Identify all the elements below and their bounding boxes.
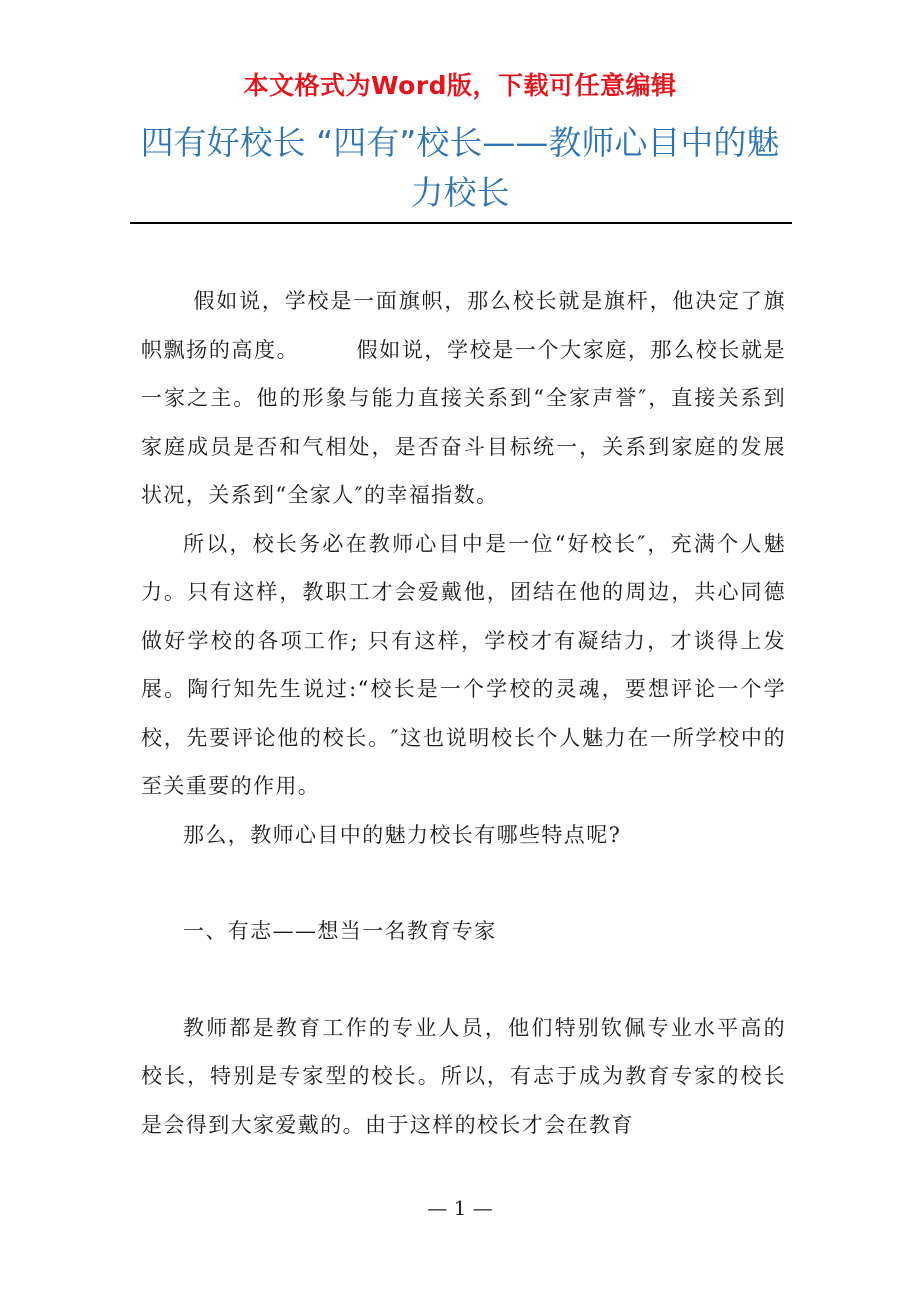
title-underline-divider: [130, 222, 792, 224]
document-body: [141, 277, 786, 1149]
page-number-footer: — 1 —: [427, 1196, 493, 1220]
section-1-paragraph: 教师都是教育工作的专业人员，他们特别钦佩专业水平高的校长，特别是专家型的校长。所以，有志于成为教育专家的校长是会得到大家爱戴的。由于这样的校长才会在教育: [141, 1015, 786, 1137]
body-paragraph-2: 所以，校长务必在教师心目中是一位“好校长″，充满个人魅力。只有这样，教职工才会爱戴他，团结在他的周边，共心同德做好学校的各项工作; 只有这样，学校才有凝结力，才谈得上发展。陶行知先生说过:“校长是一个学校的灵魂，要想评论一个学校，先要评论他的校长。″这也说明校长个人魅力在一所学校中的至关重要的作用。: [141, 531, 786, 798]
body-paragraph-1: 假如说，学校是一面旗帜，那么校长就是旗杆，他决定了旗帜飘扬的高度。 假如说，学校是一个大家庭，那么校长就是一家之主。他的形象与能力直接关系到“全家声誉″，直接关系到家庭成员是否和气相处，是否奋斗目标统一，关系到家庭的发展状况，关系到“全家人″的幸福指数。: [141, 289, 786, 507]
format-notice-banner: 本文格式为Word版，下载可任意编辑: [243, 71, 677, 100]
body-paragraph-3: 那么，教师心目中的魅力校长有哪些特点呢?: [183, 822, 622, 847]
section-heading-1: 一、有志——想当一名教育专家: [183, 919, 497, 943]
document-title: 四有好校长 “四有”校长——教师心目中的魅力校长: [140, 123, 780, 212]
